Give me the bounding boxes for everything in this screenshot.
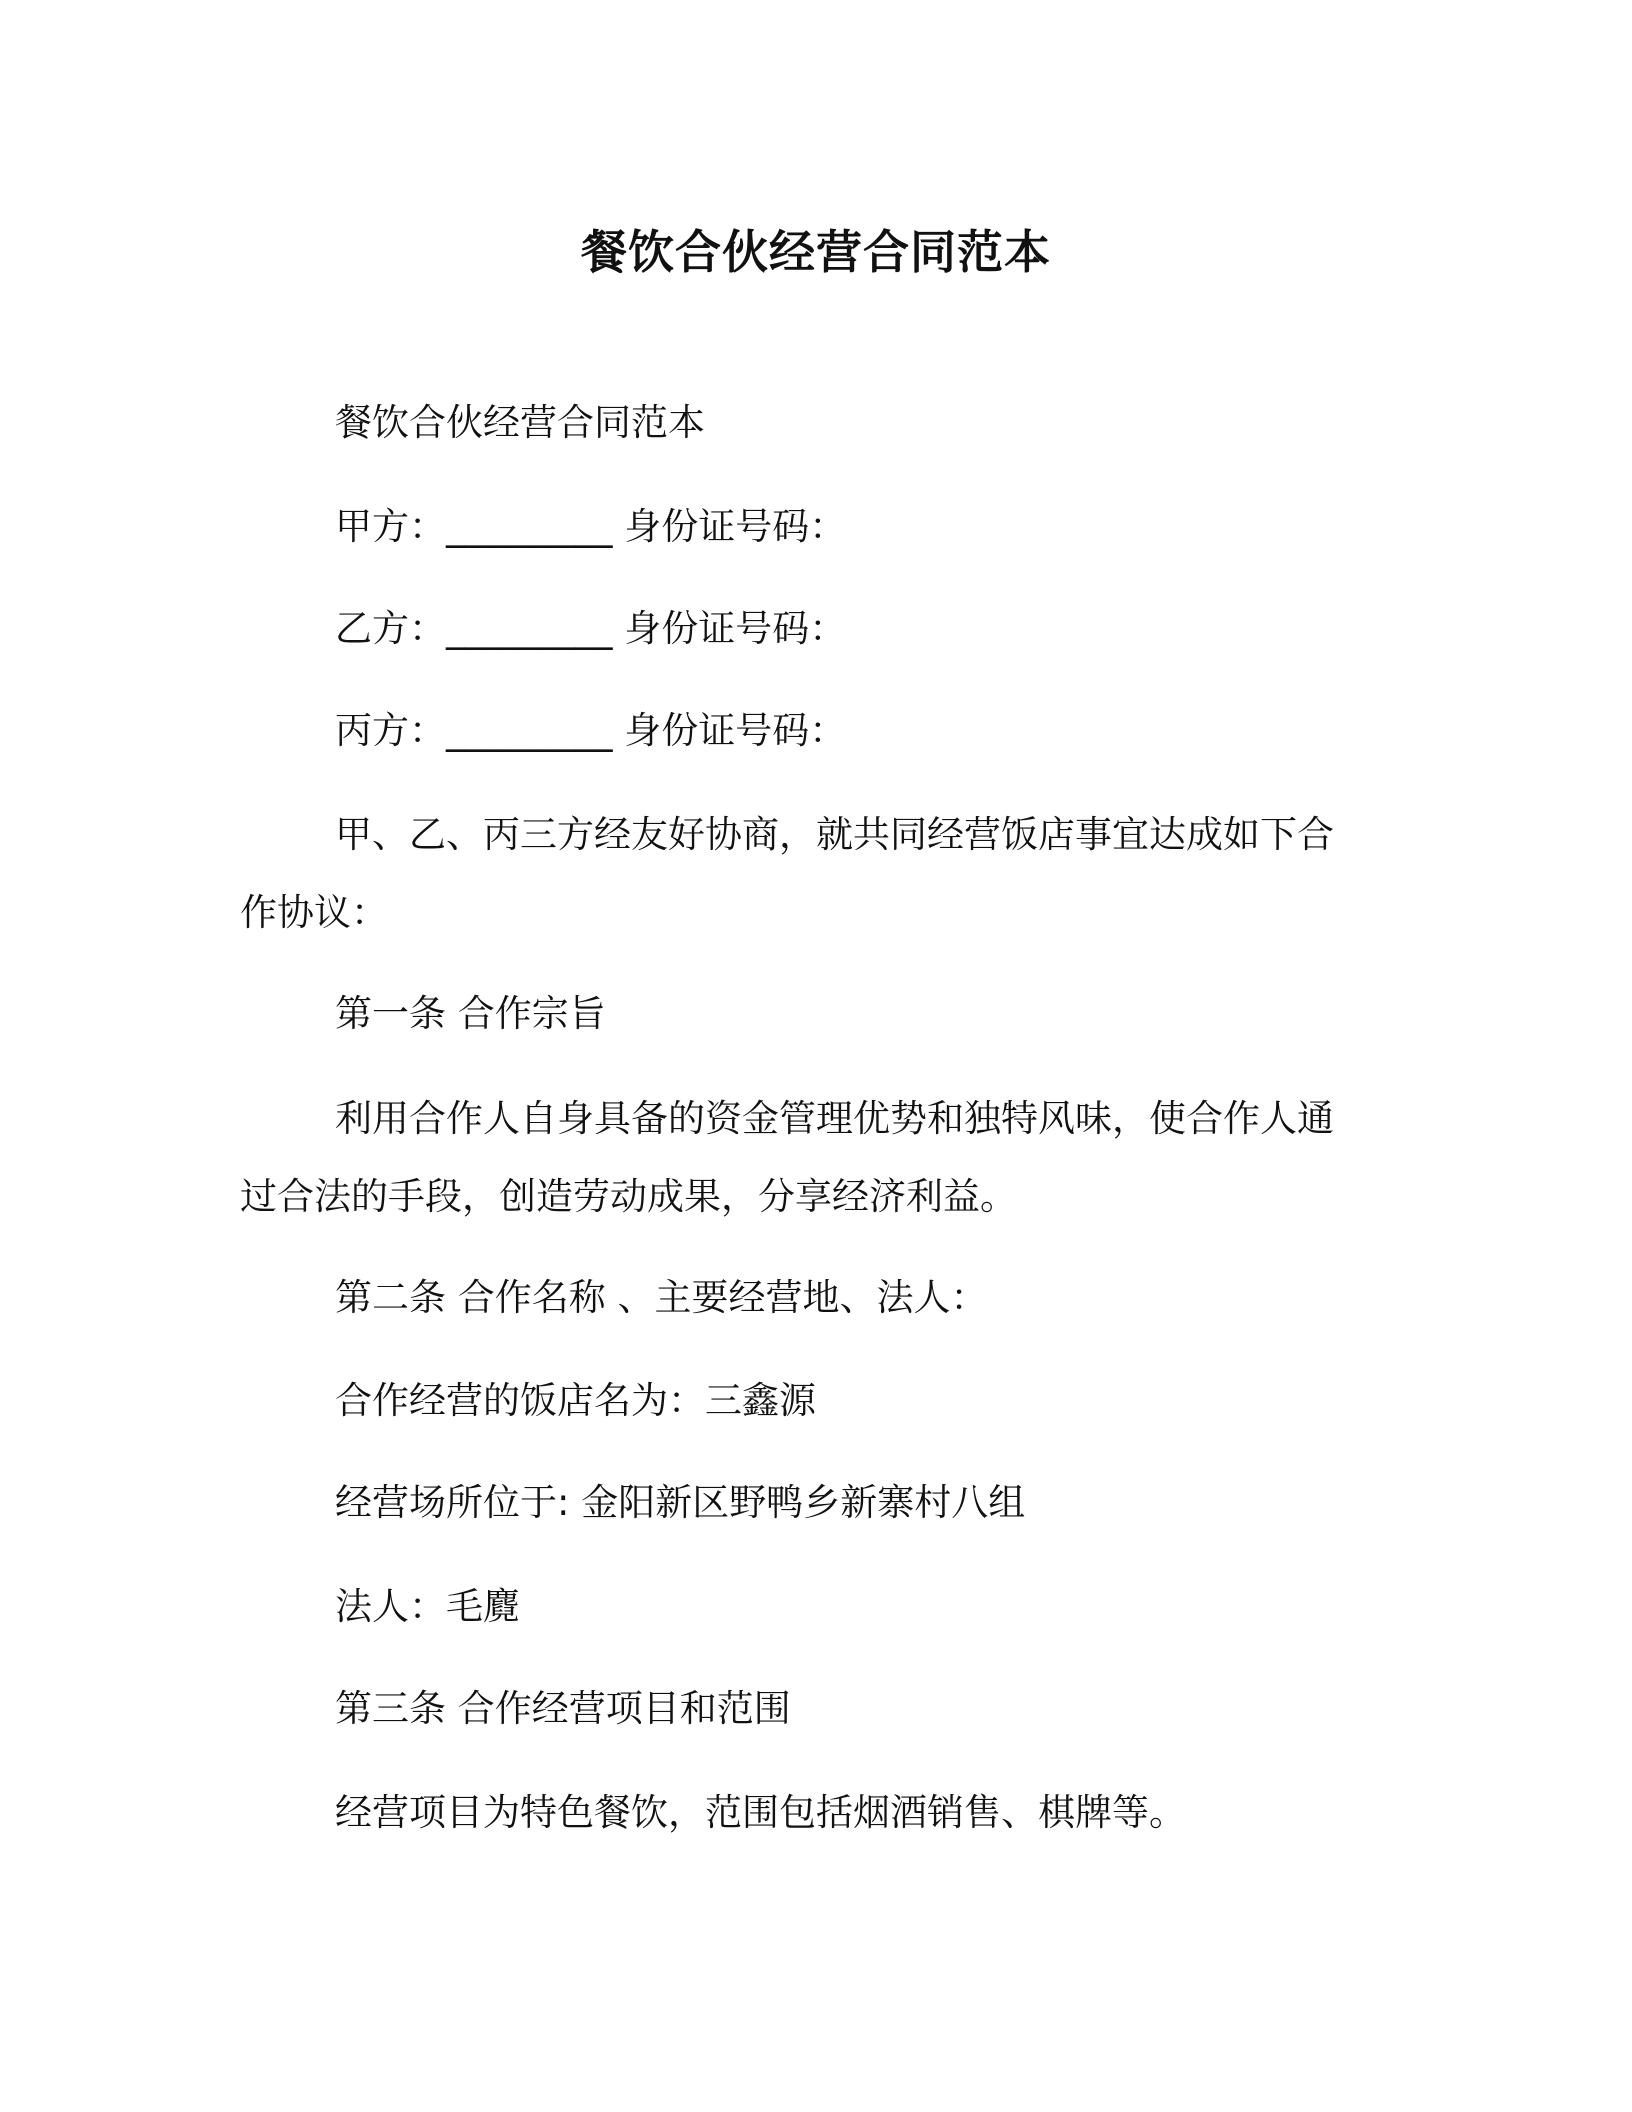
party-b-line: 乙方：_________ 身份证号码： (335, 607, 847, 650)
agreement-intro-paragraph: 甲、乙、丙三方经友好协商，就共同经营饭店事宜达成如下合作协议： (240, 813, 1334, 934)
restaurant-name-line: 合作经营的饭店名为：三鑫源 (335, 1379, 816, 1422)
article-3-body: 经营项目为特色餐饮，范围包括烟酒销售、棋牌等。 (335, 1791, 1186, 1834)
business-location-line: 经营场所位于: 金阳新区野鸭乡新寨村八组 (335, 1481, 1026, 1524)
article-1-heading: 第一条 合作宗旨 (335, 992, 606, 1035)
legal-person-line: 法人：毛麑 (335, 1585, 520, 1628)
document-title: 餐饮合伙经营合同范本 (581, 225, 1051, 279)
article-3-heading: 第三条 合作经营项目和范围 (335, 1687, 791, 1730)
party-a-line: 甲方：_________ 身份证号码： (335, 505, 847, 548)
subtitle-paragraph: 餐饮合伙经营合同范本 (335, 401, 705, 444)
party-c-line: 丙方：_________ 身份证号码： (335, 709, 847, 752)
article-1-body: 利用合作人自身具备的资金管理优势和独特风味，使合作人通过合法的手段，创造劳动成果，分享经济利益。 (240, 1097, 1334, 1218)
article-2-heading: 第二条 合作名称 、主要经营地、法人： (335, 1276, 988, 1319)
